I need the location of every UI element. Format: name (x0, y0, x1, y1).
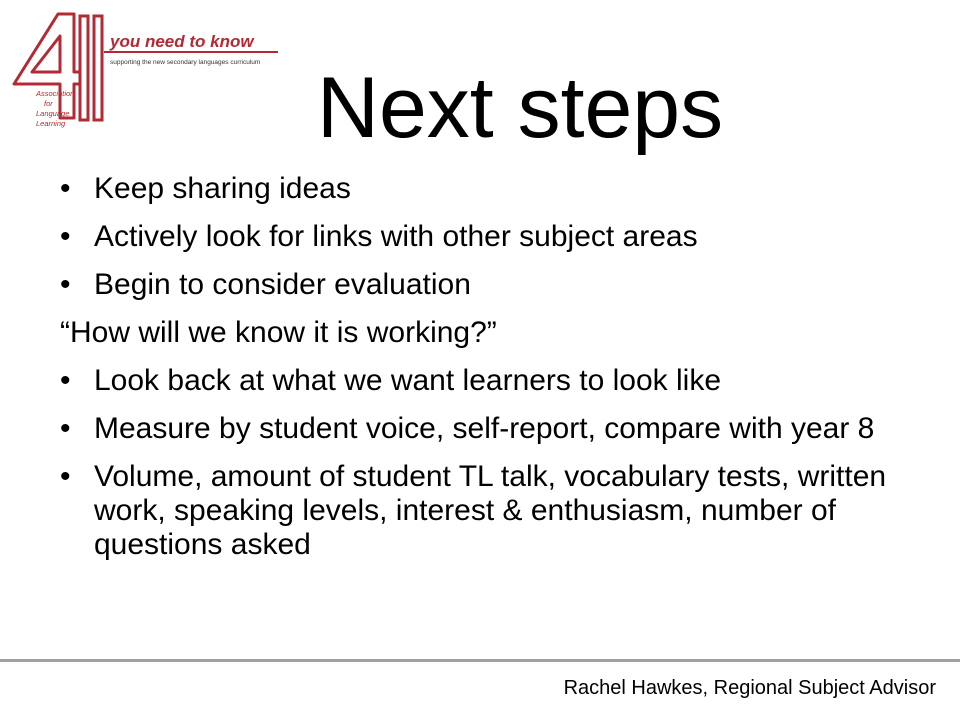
question-text: “How will we know it is working?” (60, 316, 497, 349)
logo-org-line-4: Learning (36, 119, 66, 128)
list-item (60, 460, 940, 562)
all-logo (0, 0, 280, 140)
bullet-marker: • (60, 412, 71, 445)
footer-credit: Rachel Hawkes, Regional Subject Advisor (563, 677, 936, 699)
list-item (60, 220, 940, 254)
logo-subtagline: supporting the new secondary languages curriculum (110, 59, 261, 66)
logo-l-bar-1 (80, 16, 88, 120)
list-item-text: Begin to consider evaluation (94, 268, 471, 301)
bullet-marker: • (60, 364, 71, 397)
bullet-marker: • (60, 460, 71, 493)
slide-title: Next steps (316, 60, 724, 156)
bullet-marker: • (60, 172, 71, 205)
bullet-marker: • (60, 220, 71, 253)
list-item-text: Keep sharing ideas (94, 172, 351, 205)
list-item-text: Volume, amount of student TL talk, vocabulary tests, written work, speaking levels, interest & enthusiasm, number of questions asked (94, 460, 887, 561)
logo-l-bar-2 (94, 16, 102, 120)
list-item (60, 364, 940, 398)
bullet-list (60, 172, 940, 576)
logo-org-line-3: Language (36, 109, 70, 118)
list-item (60, 412, 940, 446)
logo-tagline: you need to know (110, 32, 254, 51)
footer-divider (0, 659, 960, 662)
list-item-text: Measure by student voice, self-report, compare with year 8 (94, 412, 875, 445)
question-line (60, 316, 940, 350)
logo-org-line-2: for (44, 99, 53, 108)
list-item (60, 268, 940, 302)
logo-org-line-1: Association (36, 89, 75, 98)
list-item-text: Actively look for links with other subject areas (94, 220, 698, 253)
all-logo-graphic (0, 0, 280, 140)
bullet-marker: • (60, 268, 71, 301)
list-item (60, 172, 940, 206)
list-item-text: Look back at what we want learners to look like (94, 364, 721, 397)
